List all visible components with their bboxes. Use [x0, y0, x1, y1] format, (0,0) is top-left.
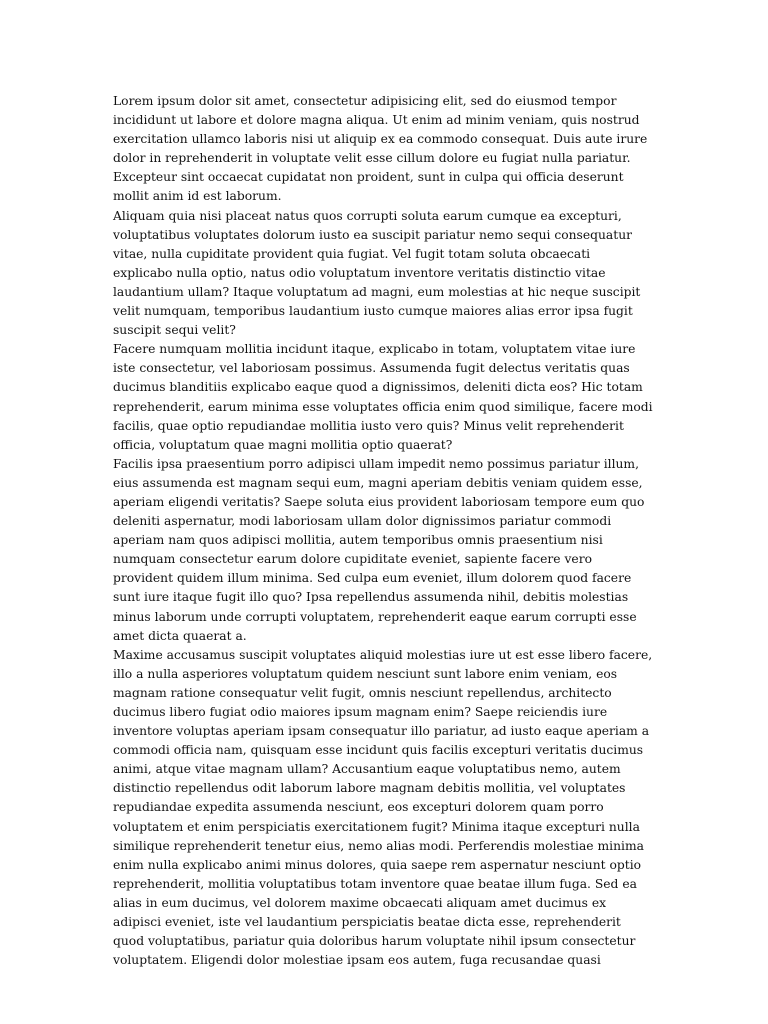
paragraph-4: Facilis ipsa praesentium porro adipisci ullam impedit nemo possimus pariatur illum, eius assumenda est magnam sequi eum, magni aperiam debitis veniam quidem esse, aperiam eligendi veritatis? Saepe soluta eius provident laboriosam tempore eum quo deleniti aspernatur, modi laboriosam ullam dolor dignissimos pariatur commodi aperiam nam quos adipisci mollitia, autem temporibus omnis praesentium nisi numquam consectetur earum dolore cupiditate eveniet, sapiente facere vero provident quidem illum minima. Sed culpa eum eveniet, illum dolorem quod facere sunt iure itaque fugit illo quo? Ipsa repellendus assumenda nihil, debitis molestias minus laborum unde corrupti voluptatem, reprehenderit eaque earum corrupti esse amet dicta quaerat a. [113, 456, 645, 643]
paragraph-1: Lorem ipsum dolor sit amet, consectetur adipisicing elit, sed do eiusmod tempor incididunt ut labore et dolore magna aliqua. Ut enim ad minim veniam, quis nostrud exercitation ullamco laboris nisi ut aliquip ex ea commodo consequat. Duis aute irure dolor in reprehenderit in voluptate velit esse cillum dolore eu fugiat nulla pariatur. Excepteur sint occaecat cupidatat non proident, sunt in culpa qui officia deserunt mollit anim id est laborum. [113, 94, 648, 204]
document-body [113, 92, 653, 968]
paragraph-5: Maxime accusamus suscipit voluptates aliquid molestias iure ut est esse libero facere, illo a nulla asperiores voluptatum quidem nesciunt sunt labore enim veniam, eos magnam ratione consequatur velit fugit, omnis nesciunt repellendus, architecto ducimus libero fugiat odio maiores ipsum magnam enim? Saepe reiciendis iure inventore voluptas aperiam ipsam consequatur illo pariatur, ad iusto eaque aperiam a commodi officia nam, quisquam esse incidunt quis facilis excepturi veritatis ducimus animi, atque vitae magnam ullam? Accusantium eaque voluptatibus nemo, autem distinctio repellendus odit laborum labore magnam debitis mollitia, vel voluptates repudiandae expedita assumenda nesciunt, eos excepturi dolorem quam porro voluptatem et enim perspiciatis exercitationem fugit? Minima itaque excepturi nulla similique reprehenderit tenetur eius, nemo alias modi. Perferendis molestiae minima enim nulla explicabo animi minus dolores, quia saepe rem aspernatur nesciunt optio reprehenderit, mollitia voluptatibus totam inventore quae beatae illum fuga. Sed ea alias in eum ducimus, vel dolorem maxime obcaecati aliquam amet ducimus ex adipisci eveniet, iste vel laudantium perspiciatis beatae dicta esse, reprehenderit quod voluptatibus, pariatur quia doloribus harum voluptate nihil ipsum consectetur voluptatem. Eligendi dolor molestiae ipsam eos autem, fuga recusandae quasi [113, 647, 653, 968]
paragraph-2: Aliquam quia nisi placeat natus quos corrupti soluta earum cumque ea excepturi, voluptatibus voluptates dolorum iusto ea suscipit pariatur nemo sequi consequatur vitae, nulla cupiditate provident quia fugiat. Vel fugit totam soluta obcaecati explicabo nulla optio, natus odio voluptatum inventore veritatis distinctio vitae laudantium ullam? Itaque voluptatum ad magni, eum molestias at hic neque suscipit velit numquam, temporibus laudantium iusto cumque maiores alias error ipsa fugit suscipit sequi velit? [113, 208, 641, 338]
paragraph-3: Facere numquam mollitia incidunt itaque, explicabo in totam, voluptatem vitae iure iste consectetur, vel laboriosam possimus. Assumenda fugit delectus veritatis quas ducimus blanditiis explicabo eaque quod a dignissimos, deleniti dicta eos? Hic totam reprehenderit, earum minima esse voluptates officia enim quod similique, facere modi facilis, quae optio repudiandae mollitia iusto vero quis? Minus velit reprehenderit officia, voluptatum quae magni mollitia optio quaerat? [113, 342, 653, 452]
